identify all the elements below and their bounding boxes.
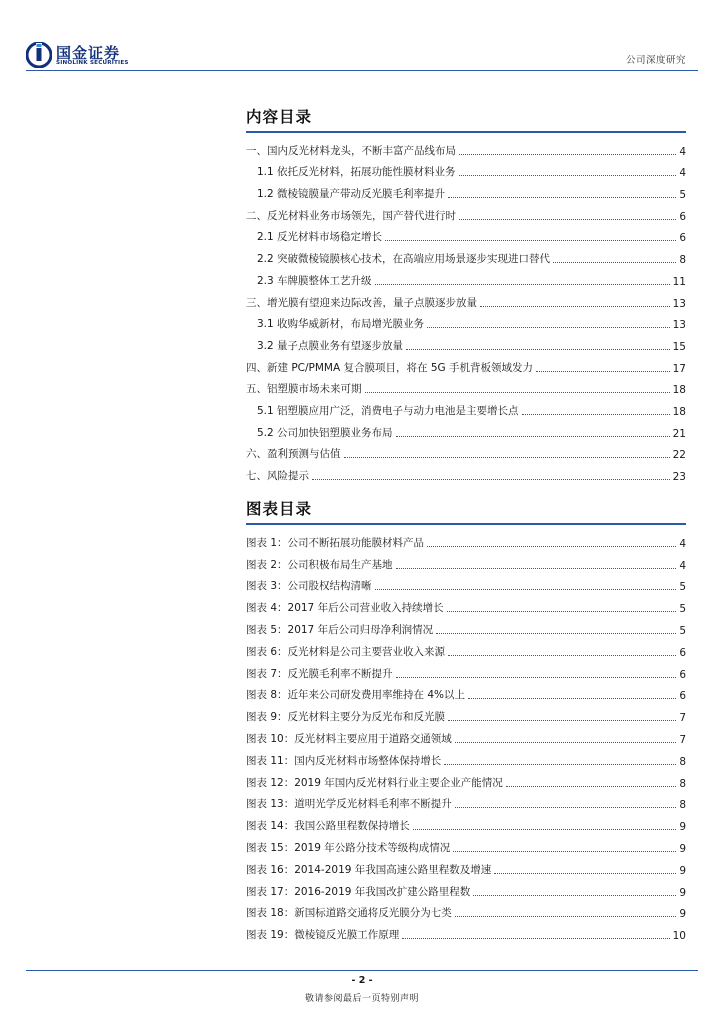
entry-page-number: 8 [679,799,686,812]
entry-page-number: 9 [679,864,686,877]
dot-leader [480,306,670,307]
entry-title: 1.2 微棱镜膜量产带动反光膜毛利率提升 [257,188,446,201]
dot-leader [459,175,677,176]
dot-leader [506,786,677,787]
entry-title: 3.2 量子点膜业务有望逐步放量 [257,339,404,352]
dot-leader [448,655,676,656]
toc-entry[interactable] [246,443,686,465]
dot-leader [453,851,676,852]
dot-leader [448,720,676,721]
chart-toc-entry[interactable] [246,640,686,662]
entry-page-number: 5 [679,624,686,637]
entry-page-number: 21 [672,427,686,440]
entry-title: 图表 1：公司不断拓展功能膜材料产品 [246,536,425,549]
chart-toc-entry[interactable] [246,793,686,815]
entry-page-number: 4 [679,537,686,550]
entry-page-number: 9 [679,886,686,899]
dot-leader [448,197,676,198]
entry-page-number: 8 [679,777,686,790]
entry-page-number: 10 [672,930,686,943]
logo-english-text: SINOLINK SECURITIES [56,60,129,66]
chart-toc-entry[interactable] [246,771,686,793]
entry-page-number: 8 [679,755,686,768]
entry-title: 图表 4：2017 年后公司营业收入持续增长 [246,602,444,615]
dot-leader [365,392,670,393]
dot-leader [459,154,676,155]
entry-title: 2.3 车牌膜整体工艺升级 [257,274,372,287]
chart-toc-entry[interactable] [246,814,686,836]
entry-title: 图表 19：微棱镜反光膜工作原理 [246,929,400,942]
entry-page-number: 18 [672,405,686,418]
dot-leader [396,677,677,678]
chart-toc-entry[interactable] [246,858,686,880]
entry-title: 2.2 突破微棱镜膜核心技术，在高端应用场景逐步实现进口替代 [257,253,551,266]
dot-leader [447,611,677,612]
toc-entry[interactable] [246,356,686,378]
toc-entry[interactable] [246,421,686,443]
entry-title: 1.1 依托反光材料，拓展功能性膜材料业务 [257,166,456,179]
chart-toc-entry[interactable] [246,902,686,924]
sinolink-logo-icon [26,42,52,68]
dot-leader [375,284,670,285]
dot-leader [455,916,677,917]
entry-title: 四、新建 PC/PMMA 复合膜项目，将在 5G 手机背板领域发力 [246,361,534,374]
dot-leader [455,807,677,808]
charts-section [246,497,686,945]
toc-entry[interactable] [246,378,686,400]
entry-title: 图表 18：新国标道路交通将反光膜分为七类 [246,907,452,920]
dot-leader [444,764,676,765]
footer-disclaimer: 敬请参阅最后一页特别声明 [304,994,419,1004]
document-type: 公司深度研究 [625,55,686,66]
toc-entry[interactable] [246,247,686,269]
toc-entry[interactable] [246,291,686,313]
entry-page-number: 13 [672,319,686,332]
contents-section [246,105,686,486]
dot-leader [455,742,677,743]
entry-page-number: 9 [679,842,686,855]
entry-page-number: 9 [679,908,686,921]
chart-toc-entry[interactable] [246,575,686,597]
entry-title: 3.1 收购华威新材，布局增光膜业务 [257,318,425,331]
entry-page-number: 11 [672,275,686,288]
dot-leader [396,436,670,437]
chart-toc-entry[interactable] [246,662,686,684]
entry-title: 图表 13：道明光学反光材料毛利率不断提升 [246,798,452,811]
toc-entry[interactable] [246,399,686,421]
header-divider [26,70,698,71]
entry-title: 图表 8：近年来公司研发费用率维持在 4%以上 [246,689,466,702]
entry-page-number: 4 [679,559,686,572]
dot-leader [522,414,670,415]
entry-title: 三、增光膜有望迎来边际改善，量子点膜逐步放量 [246,296,477,309]
chart-toc-entry[interactable] [246,531,686,553]
page-number: - 2 - [351,975,373,986]
dot-leader [396,568,677,569]
entry-page-number: 9 [679,821,686,834]
dot-leader [312,479,670,480]
chart-toc-entry[interactable] [246,923,686,945]
toc-entry[interactable] [246,464,686,486]
dot-leader [385,240,676,241]
toc-entry[interactable] [246,182,686,204]
dot-leader [427,327,670,328]
chart-toc-entry[interactable] [246,705,686,727]
toc-entry[interactable] [246,139,686,161]
toc-entry[interactable] [246,269,686,291]
dot-leader [468,698,676,699]
entry-page-number: 6 [679,646,686,659]
entry-title: 5.1 铝塑膜应用广泛，消费电子与动力电池是主要增长点 [257,404,519,417]
entry-title: 图表 10：反光材料主要应用于道路交通领域 [246,732,452,745]
entry-title: 图表 12：2019 年国内反光材料行业主要企业产能情况 [246,776,503,789]
chart-toc-entry[interactable] [246,553,686,575]
entry-page-number: 18 [672,384,686,397]
dot-leader [553,262,676,263]
toc-entry[interactable] [246,161,686,183]
contents-list [246,139,686,486]
charts-title-rule [246,523,686,525]
entry-page-number: 6 [679,210,686,223]
dot-leader [436,633,676,634]
dot-leader [375,589,677,590]
entry-page-number: 7 [679,733,686,746]
contents-title-rule [246,131,686,133]
entry-page-number: 5 [679,603,686,616]
entry-page-number: 17 [672,362,686,375]
entry-title: 图表 5：2017 年后公司归母净利润情况 [246,623,434,636]
entry-title: 二、反光材料业务市场领先，国产替代进行时 [246,209,456,222]
dot-leader [344,457,670,458]
entry-page-number: 23 [672,471,686,483]
entry-title: 图表 17：2016-2019 年我国改扩建公路里程数 [246,885,471,898]
chart-toc-entry[interactable] [246,836,686,858]
entry-title: 图表 6：反光材料是公司主要营业收入来源 [246,645,446,658]
contents-title: 内容目录 [246,108,313,126]
chart-toc-entry[interactable] [246,618,686,640]
toc-entry[interactable] [246,204,686,226]
dot-leader [427,546,676,547]
entry-title: 图表 2：公司积极布局生产基地 [246,558,393,571]
entry-page-number: 4 [679,167,686,180]
dot-leader [413,829,677,830]
entry-page-number: 4 [679,145,686,158]
entry-title: 5.2 公司加快铝塑膜业务布局 [257,426,393,439]
toc-entry[interactable] [246,226,686,248]
entry-page-number: 6 [679,690,686,703]
chart-toc-entry[interactable] [246,749,686,771]
footer-divider [26,970,698,971]
entry-title: 图表 9：反光材料主要分为反光布和反光膜 [246,711,446,724]
entry-title: 2.1 反光材料市场稳定增长 [257,231,383,244]
entry-title: 图表 16：2014-2019 年我国高速公路里程数及增速 [246,863,492,876]
dot-leader [406,349,670,350]
entry-title: 图表 11：国内反光材料市场整体保持增长 [246,754,442,767]
company-logo [26,40,146,70]
dot-leader [473,895,676,896]
entry-title: 七、风险提示 [246,470,309,482]
entry-title: 五、铝塑膜市场未来可期 [246,383,362,396]
chart-toc-entry[interactable] [246,596,686,618]
chart-toc-entry[interactable] [246,880,686,902]
dot-leader [536,371,670,372]
toc-entry[interactable] [246,313,686,335]
dot-leader [402,938,669,939]
entry-page-number: 13 [672,297,686,310]
entry-page-number: 6 [679,668,686,681]
entry-page-number: 15 [672,340,686,353]
charts-title: 图表目录 [246,500,313,518]
entry-title: 图表 7：反光膜毛利率不断提升 [246,667,393,680]
entry-title: 一、国内反光材料龙头，不断丰富产品线布局 [246,144,456,157]
chart-toc-entry[interactable] [246,684,686,706]
entry-page-number: 22 [672,449,686,462]
entry-title: 六、盈利预测与估值 [246,448,341,461]
toc-entry[interactable] [246,334,686,356]
entry-page-number: 6 [679,232,686,245]
entry-page-number: 5 [679,581,686,594]
entry-title: 图表 15：2019 年公路分技术等级构成情况 [246,841,451,854]
entry-title: 图表 14：我国公路里程数保持增长 [246,820,410,833]
chart-toc-entry[interactable] [246,727,686,749]
charts-list [246,531,686,945]
dot-leader [494,873,676,874]
entry-title: 图表 3：公司股权结构清晰 [246,580,372,593]
entry-page-number: 5 [679,189,686,202]
dot-leader [459,219,676,220]
entry-page-number: 7 [679,712,686,725]
logo-chinese-text: 国金证券 [56,44,121,62]
entry-page-number: 8 [679,254,686,267]
